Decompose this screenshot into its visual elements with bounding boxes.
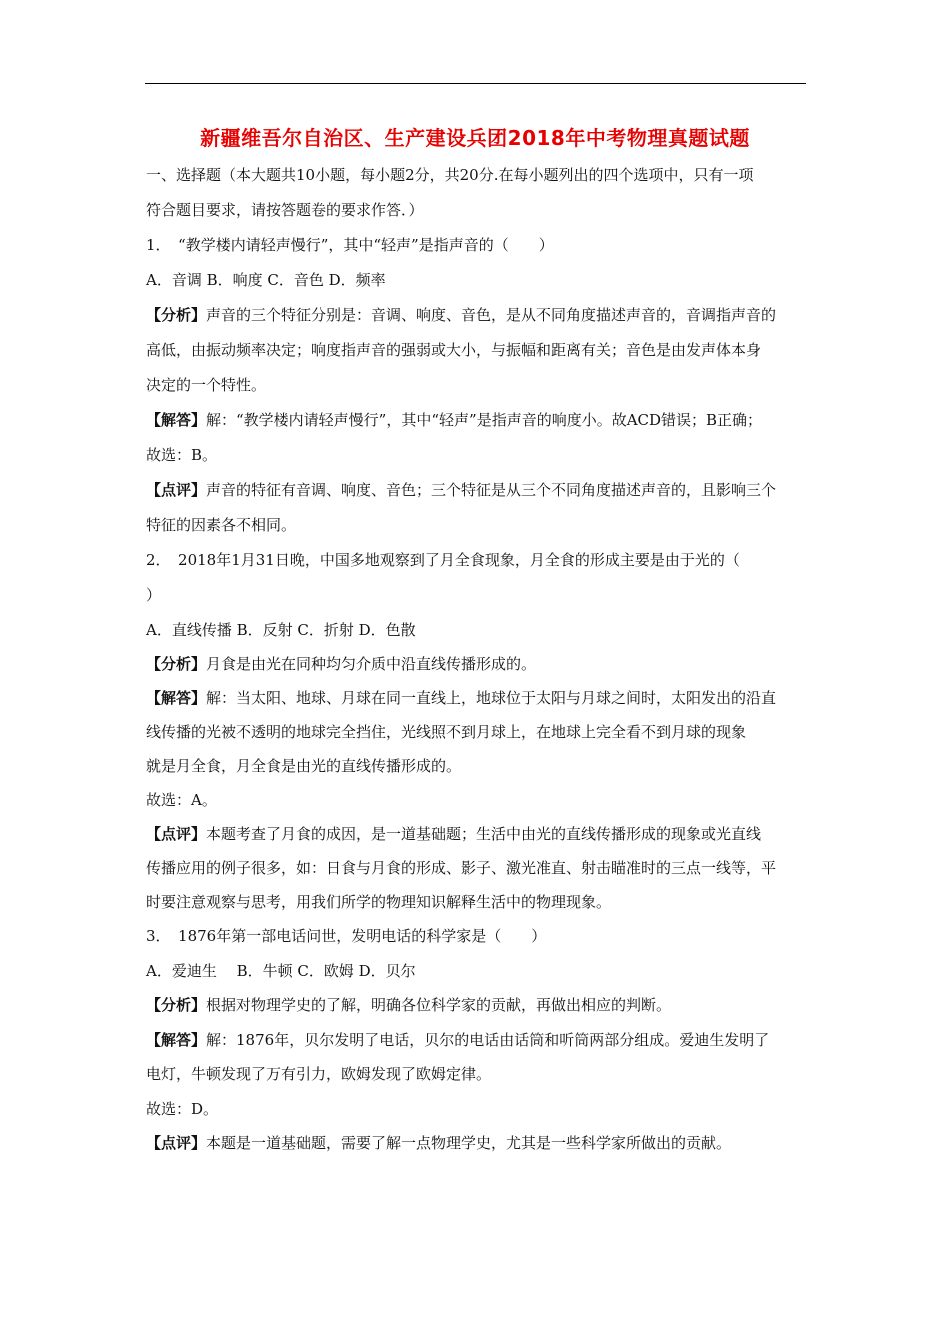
analysis-tag: 【分析】	[146, 306, 207, 324]
comment-tag: 【点评】	[146, 1134, 207, 1152]
question-1-options: A．音调 B．响度 C．音色 D．频率	[146, 271, 386, 289]
answer-text: 解：当太阳、地球、月球在同一直线上，地球位于太阳与月球之间时，太阳发出的沿直	[206, 689, 777, 707]
question-1-answer-cont: 故选：B。	[146, 446, 218, 464]
question-1-analysis	[146, 298, 814, 333]
question-3-stem: 3． 1876年第一部电话问世，发明电话的科学家是（ ）	[146, 927, 547, 945]
analysis-tag: 【分析】	[146, 996, 207, 1014]
document-body	[146, 158, 814, 1161]
question-2-stem-cont: ）	[146, 586, 162, 604]
comment-text: 本题是一道基础题，需要了解一点物理学史，尤其是一些科学家所做出的贡献。	[206, 1134, 732, 1152]
section-header-line: 符合题目要求，请按答题卷的要求作答．）	[146, 201, 424, 219]
question-1-answer	[146, 403, 814, 438]
question-1-analysis-cont: 高低，由振动频率决定；响度指声音的强弱或大小，与振幅和距离有关；音色是由发声体本身	[146, 341, 762, 359]
question-3-comment	[146, 1126, 814, 1161]
header-rule	[145, 83, 806, 84]
question-2-answer	[146, 681, 814, 715]
question-1-analysis-cont: 决定的一个特性。	[146, 376, 267, 394]
analysis-tag: 【分析】	[146, 655, 207, 673]
document-title: 新疆维吾尔自治区、生产建设兵团2018年中考物理真题试题	[200, 126, 750, 150]
question-3-analysis	[146, 988, 814, 1023]
question-2-comment-cont: 时要注意观察与思考，用我们所学的物理知识解释生活中的物理现象。	[146, 893, 612, 911]
comment-tag: 【点评】	[146, 825, 207, 843]
answer-tag: 【解答】	[146, 411, 207, 429]
question-3-answer-cont: 电灯，牛顿发现了万有引力，欧姆发现了欧姆定律。	[146, 1065, 492, 1083]
answer-tag: 【解答】	[146, 1030, 207, 1049]
question-1-comment	[146, 473, 814, 508]
question-1-comment-cont: 特征的因素各不相同。	[146, 516, 297, 534]
question-3-answer-cont: 故选：D。	[146, 1099, 219, 1118]
question-3-options: A．爱迪生 B．牛顿 C．欧姆 D．贝尔	[146, 961, 416, 980]
question-2-stem: 2． 2018年1月31日晚，中国多地观察到了月全食现象，月全食的形成主要是由于光的（	[146, 551, 740, 569]
comment-tag: 【点评】	[146, 481, 207, 499]
question-2-analysis	[146, 647, 814, 681]
question-2-answer-cont: 就是月全食，月全食是由光的直线传播形成的。	[146, 757, 462, 775]
answer-tag: 【解答】	[146, 689, 207, 707]
question-2-answer-cont: 故选：A。	[146, 791, 217, 809]
analysis-text: 月食是由光在同种均匀介质中沿直线传播形成的。	[206, 655, 537, 673]
answer-text: 解：1876年，贝尔发明了电话，贝尔的电话由话筒和听筒两部分组成。爱迪生发明了	[206, 1030, 770, 1049]
question-2-options: A．直线传播 B．反射 C．折射 D．色散	[146, 621, 416, 639]
comment-text: 声音的特征有音调、响度、音色；三个特征是从三个不同角度描述声音的，且影响三个	[206, 481, 777, 499]
question-2-comment	[146, 817, 814, 851]
section-header-line: 一、选择题（本大题共10小题，每小题2分，共20分.在每小题列出的四个选项中，只有一项	[146, 166, 754, 184]
analysis-text: 声音的三个特征分别是：音调、响度、音色，是从不同角度描述声音的，音调指声音的	[206, 306, 777, 324]
question-1-stem: 1． “教学楼内请轻声慢行”，其中“轻声”是指声音的（ ）	[146, 236, 554, 254]
analysis-text: 根据对物理学史的了解，明确各位科学家的贡献，再做出相应的判断。	[206, 996, 672, 1014]
question-3-answer	[146, 1023, 814, 1058]
answer-text: 解：“教学楼内请轻声慢行”，其中“轻声”是指声音的响度小。故ACD错误；B正确；	[206, 411, 763, 429]
question-2-answer-cont: 线传播的光被不透明的地球完全挡住，光线照不到月球上，在地球上完全看不到月球的现象	[146, 723, 747, 741]
comment-text: 本题考查了月食的成因，是一道基础题；生活中由光的直线传播形成的现象或光直线	[206, 825, 762, 843]
question-2-comment-cont: 传播应用的例子很多，如：日食与月食的形成、影子、激光准直、射击瞄准时的三点一线等，平	[146, 859, 777, 877]
